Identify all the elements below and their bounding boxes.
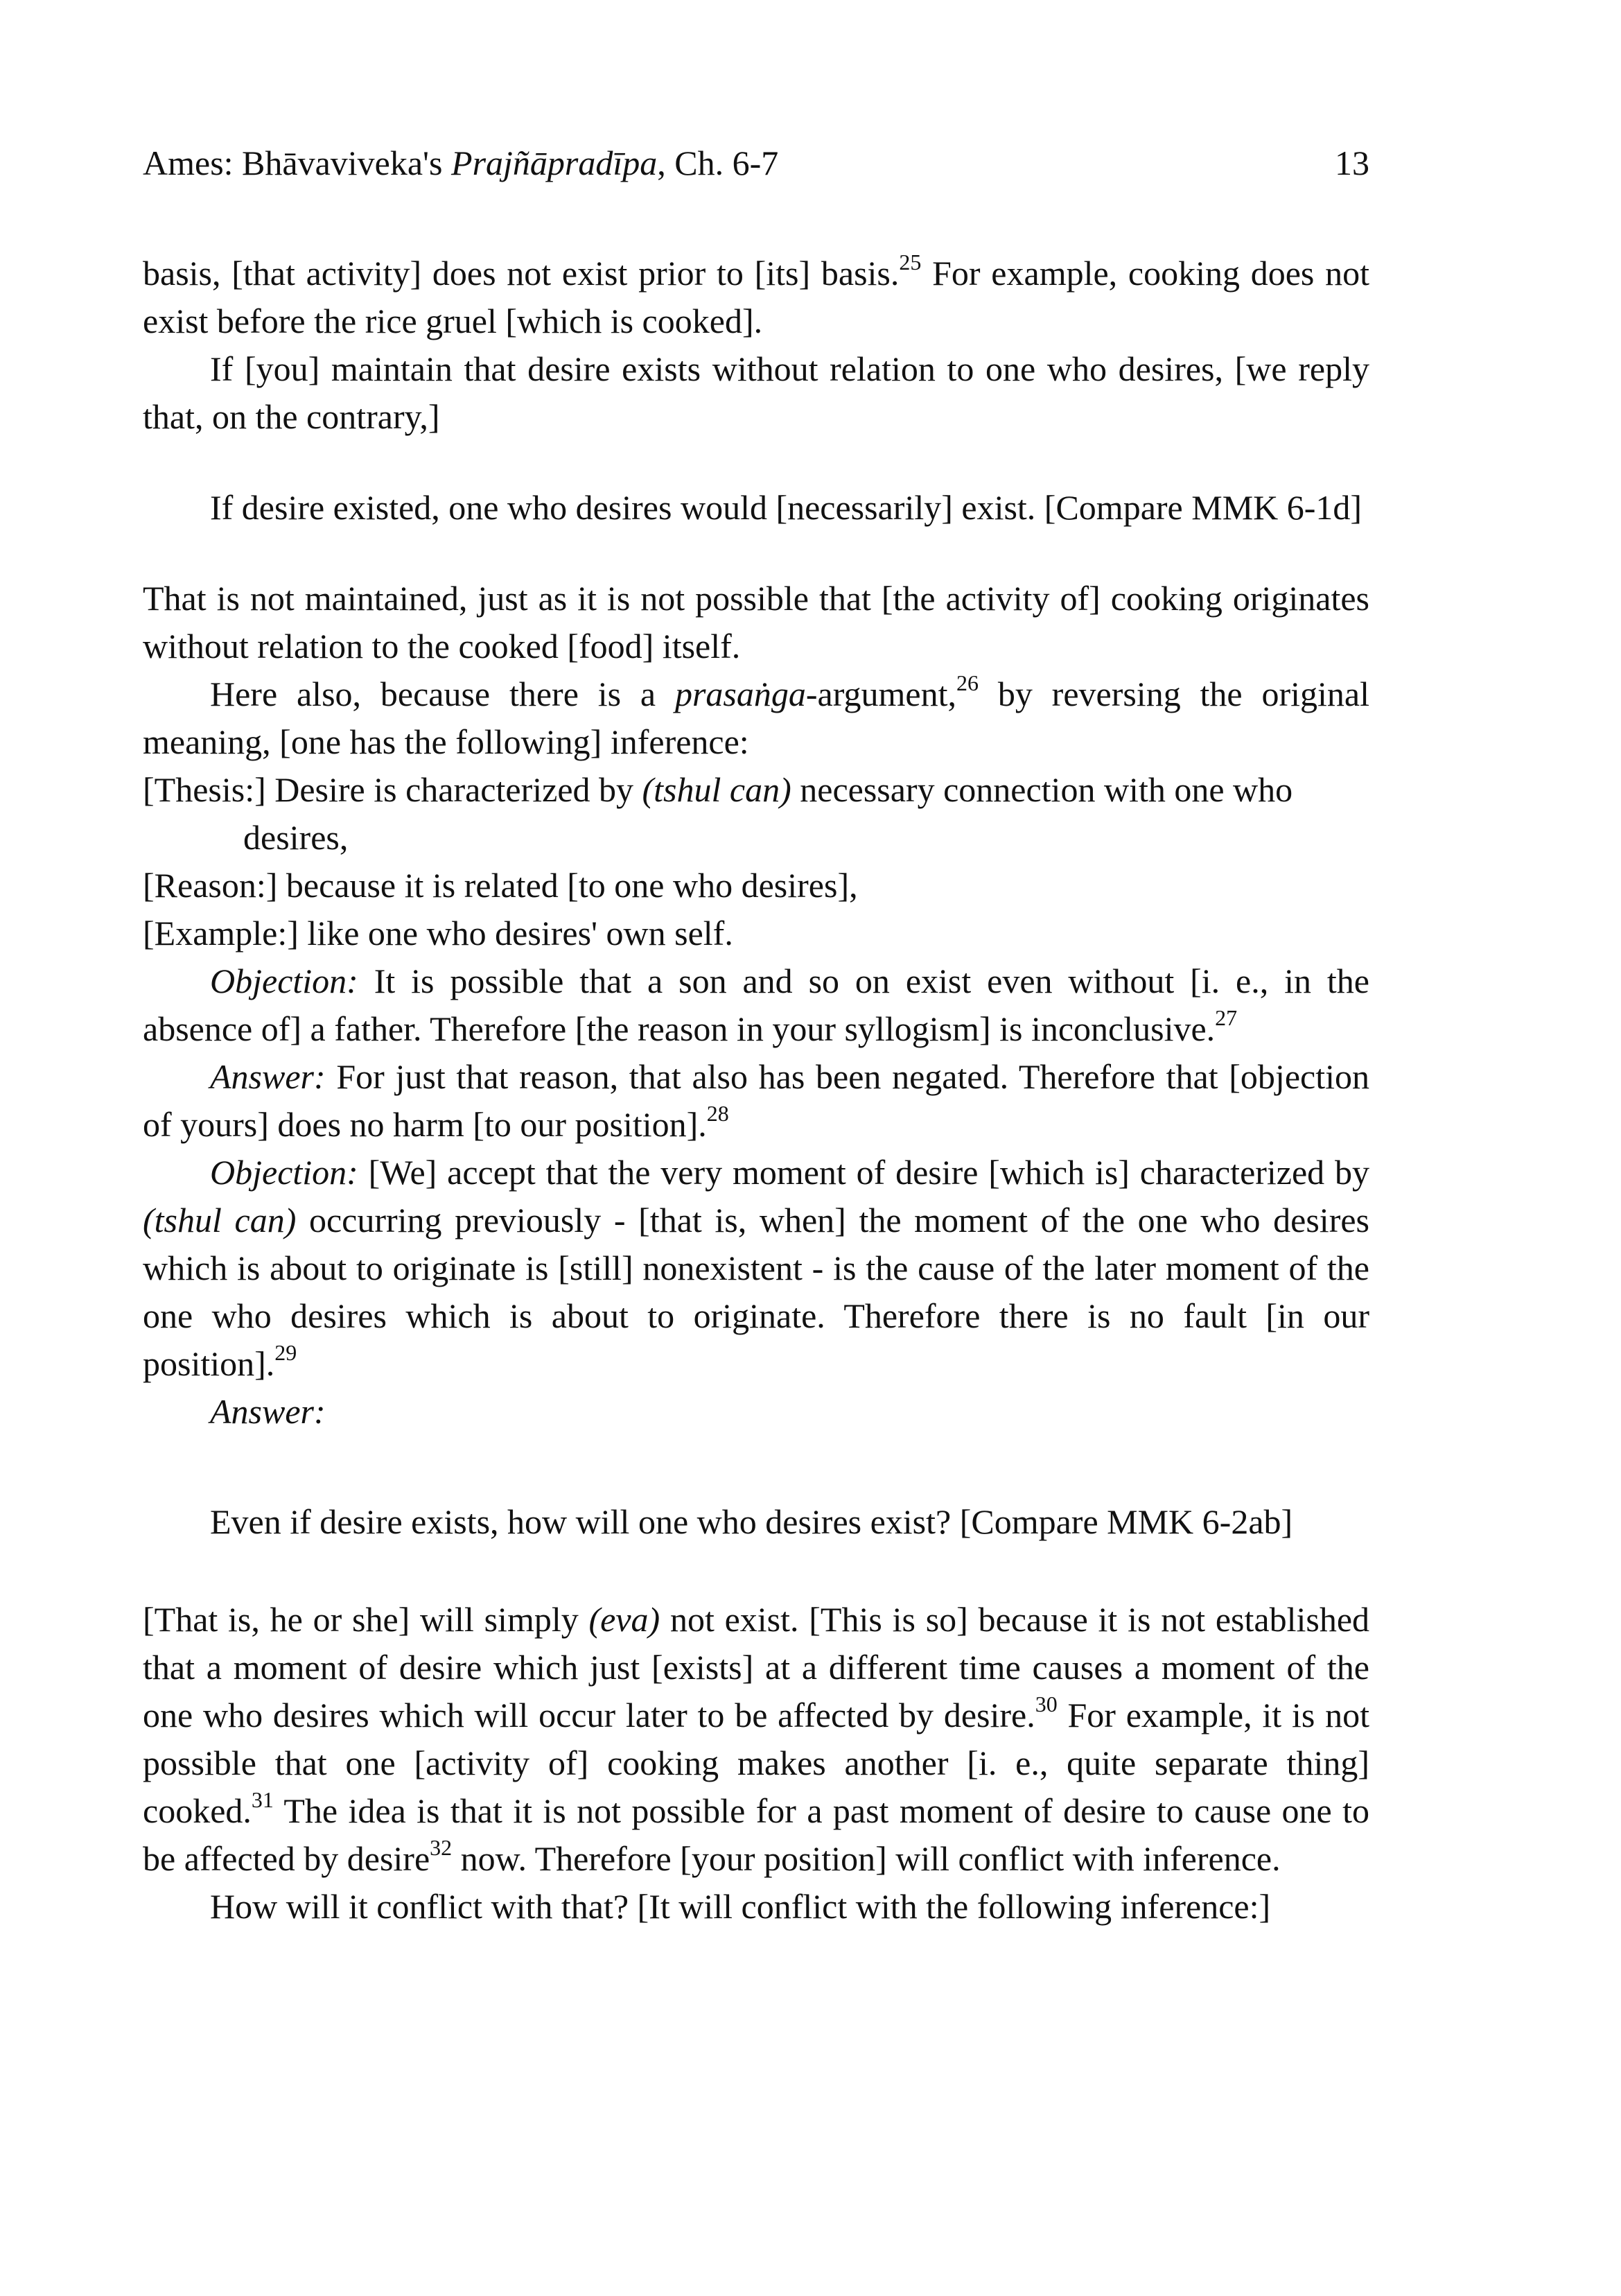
paragraph-4: Here also, because there is a prasaṅga-argument,$^{26}$ by reversing the original meaning, [one has the following] inference: — [143, 670, 1369, 761]
objection-2: Objection: [We] accept that the very moment of desire [which is] characterized by (tshul can) occurring previously - [that is, when] the moment of the one who desires which is about to originate is [still] nonexistent - is the cause of the later moment of the one who desires which is about to originate. Therefore there is no fault [in our position].$^{29}$ — [143, 1153, 1369, 1383]
footnote-ref: 28 — [706, 1101, 729, 1126]
work-title: Prajñāpradīpa — [451, 144, 658, 182]
footnote-ref: 26 — [956, 670, 979, 695]
syllogism-example: [Example:] like one who desires' own self. — [143, 914, 733, 953]
syllogism-reason: [Reason:] because it is related [to one who desires], — [143, 866, 858, 905]
objection-1: Objection: It is possible that a son and so on exist even without [i. e., in the absence of] a father. Therefore [the reason in your syllogism] is inconclusive.$^{27}$ — [143, 962, 1369, 1048]
footnote-ref: 31 — [251, 1787, 274, 1812]
running-title: Ames: Bhāvaviveka's Prajñāpradīpa, Ch. 6-7 — [143, 144, 779, 182]
syllogism-thesis: [Thesis:] Desire is characterized by (tshul can) necessary connection with one who desires, — [143, 770, 1293, 857]
block-quote-mmk-6-2ab: Even if desire exists, how will one who desires exist? [Compare MMK 6-2ab] — [210, 1502, 1293, 1541]
answer-2-label: Answer: — [210, 1392, 326, 1431]
answer-1: Answer: For just that reason, that also has been negated. Therefore that [objection of yours] does no harm [to our position].$^{28}$ — [143, 1057, 1369, 1144]
paragraph-5: [That is, he or she] will simply (eva) not exist. [This is so] because it is not established that a moment of desire which just [exists] at a different time causes a moment of the one who desires which will occur later to be affected by desire.$^{30}$ For example, it is not possible that one [activity of] cooking makes another [i. e., quite separate thing] cooked.$^{31}$ The idea is that it is not possible for a past moment of desire to cause one to be affected by desire$^{32}$ now. Therefore [your position] will conflict with inference. — [143, 1600, 1370, 1878]
footnote-ref: 29 — [274, 1340, 297, 1365]
running-header — [143, 142, 1369, 184]
block-quote-mmk-6-1d: If desire existed, one who desires would [necessarily] exist. [Compare MMK 6-1d] — [210, 488, 1362, 527]
paragraph-6: How will it conflict with that? [It will conflict with the following inference:] — [210, 1887, 1271, 1926]
footnote-ref: 30 — [1035, 1691, 1058, 1716]
page-body — [143, 250, 1369, 1931]
footnote-ref: 32 — [430, 1835, 453, 1860]
paragraph-3: That is not maintained, just as it is not possible that [the activity of] cooking originates without relation to the cooked [food] itself. — [143, 579, 1369, 666]
footnote-ref: 27 — [1215, 1005, 1238, 1030]
page-number: 13 — [1335, 144, 1369, 182]
footnote-ref: 25 — [899, 250, 922, 275]
paragraph-1: basis, [that activity] does not exist prior to [its] basis.$^{25}$ For example, cooking does not exist before the rice gruel [which is cooked]. — [143, 250, 1369, 340]
paragraph-2: If [you] maintain that desire exists without relation to one who desires, [we reply that, on the contrary,] — [143, 349, 1369, 436]
